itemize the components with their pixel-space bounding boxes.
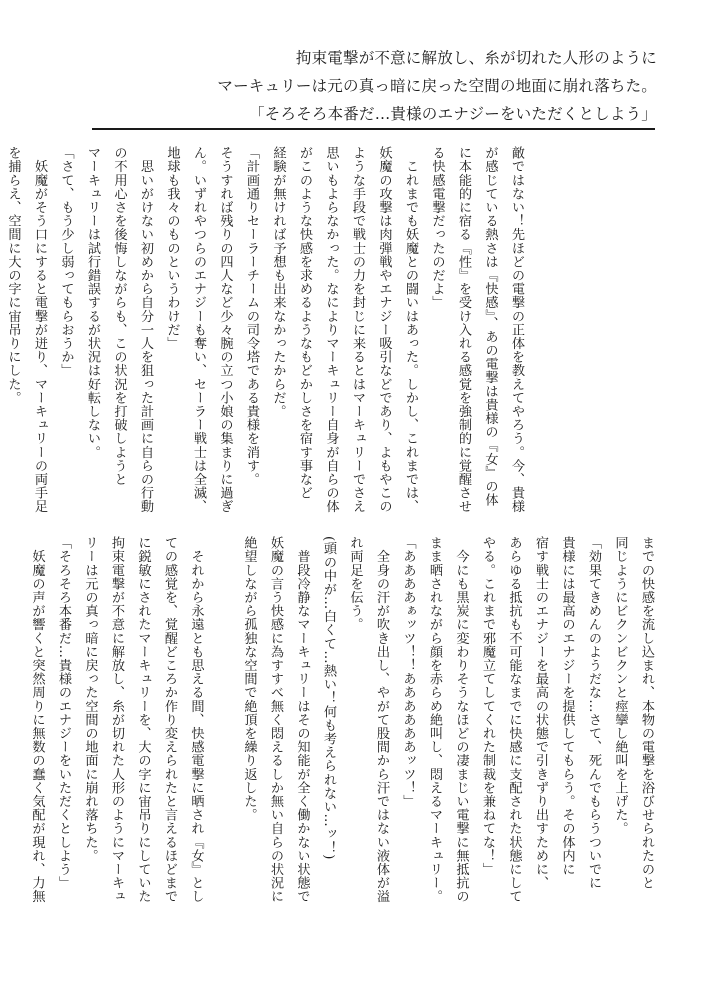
text-line: 妖魔の声が響くと突然周りに無数の蠢く気配が現れ、力無: [29, 536, 45, 904]
text-line: ての感覚を、覚醒どころか作り変えられたと言えるほどまで: [162, 536, 177, 904]
text-line: を捕らえ、空間に大の字に宙吊りにした。: [5, 146, 21, 405]
header-line-2: マーキュリーは元の真っ暗に戻った空間の地面に崩れ落ちた。: [217, 77, 657, 95]
text-line: までの快感を流し込まれ、本物の電撃を浴びせられたのと: [639, 536, 654, 890]
text-line: がこのような快感を求めるようなもどかしさを宿す事など: [297, 146, 312, 500]
text-line: ん。いずれやつらのエナジーも奪い、セーラー戦士は全滅、: [191, 146, 206, 514]
text-line: 貴様には最高のエナジーを提供してもらう。その体内に: [559, 536, 575, 876]
text-line: に鋭敏にされたマーキュリーを、大の字に宙吊りにしていた: [135, 536, 151, 904]
text-line: 「そろそろ本番だ…貴様のエナジーをいただくとしよう」: [56, 536, 71, 890]
text-line: それから永遠とも思える間、快感電撃に晒され『女』とし: [188, 536, 204, 904]
text-line: 「さて、もう少し弱ってもらおうか」: [58, 146, 74, 378]
text-line: 「効果てきめんのようだな…さて、死んでもらうついでに: [586, 536, 601, 890]
header-line-1: 拘束電撃が不意に解放し、糸が切れた人形のように: [295, 49, 657, 67]
text-line: 妖魔の攻撃は肉弾戦やエナジー吸引などであり、よもやこの: [376, 146, 392, 514]
text-line: 普段冷静なマーキュリーはその知能が全く働かない状態で: [294, 536, 310, 904]
text-line: 敵ではない！先ほどの電撃の正体を教えてやろう。今、貴様: [509, 146, 524, 514]
text-line: 地球も我々のものというわけだ」: [164, 146, 180, 350]
text-line: まま晒されながら顔を赤らめ絶叫し、悶えるマーキュリー。: [427, 536, 442, 904]
text-line: ような手段で戦士の力を封じに来るとはマーキュリーでさえ: [350, 146, 365, 514]
lower-text-column: [29, 536, 659, 936]
upper-text-column: [5, 146, 529, 516]
text-line: 「ああああぁッツ！！ああああああッツ！」: [400, 536, 416, 808]
text-line: 宿す戦士のエナジーを最高の状態で引きずり出すために、: [533, 536, 548, 890]
text-line: る快感電撃だったのだよ」: [429, 146, 445, 310]
text-line: あらゆる抵抗も不可能なまでに快感に支配された状態にして: [506, 536, 522, 904]
text-line: れ両足を伝う。: [347, 536, 363, 632]
text-line: [209, 536, 236, 936]
text-line: (頭の中が…白くて…熱い！何も考えられない…ッ！): [321, 536, 336, 860]
text-line: やる。これまで邪魔立てしてくれた制裁を兼ねてな！」: [480, 536, 495, 876]
header-line-3: 「そろそろ本番だ…貴様のエナジーをいただくとしよう」: [249, 105, 657, 123]
text-line: リーは元の真っ暗に戻った空間の地面に崩れ落ちた。: [82, 536, 98, 863]
text-line: 思いがけない初めから自分一人を狙った計画に自らの行動: [138, 146, 153, 514]
text-line: そうすれば残りの四人など少々腕の立つ小娘の集まりに過ぎ: [217, 146, 233, 514]
text-line: 拘束電撃が不意に解放し、糸が切れた人形のようにマーキュ: [109, 536, 124, 904]
text-line: 思いもよらなかった。なによりマーキュリー自身が自らの体: [323, 146, 339, 514]
text-line: の不用心さを後悔しながらも、この状況を打破しようと: [111, 146, 127, 486]
text-line: マーキュリーは試行錯誤するが状況は好転しない。: [85, 146, 100, 459]
text-line: 絶望しながら孤独な空間で絶頂を繰り返した。: [241, 536, 257, 822]
header-summary: [37, 44, 657, 128]
text-line: 全身の汗が吹き出し、やがて股間から汗ではない液体が溢: [374, 536, 389, 904]
text-line: 同じようにビクンビクンと痙攣し絶叫を上げた。: [612, 536, 628, 836]
text-line: が感じている熱さは『快感』、あの電撃は貴様の『女』の体: [482, 146, 498, 507]
text-line: 経験が無ければ予想も出来なかったからだ。: [270, 146, 286, 418]
header-divider: [92, 128, 655, 130]
text-line: 妖魔がそう口にすると電撃が迸り、マーキュリーの両手足: [32, 146, 47, 514]
text-line: 今にも黒炭に変わりそうなほどの凄まじい電撃に無抵抗の: [453, 536, 469, 904]
text-line: 妖魔の言う快感に為すすべ無く悶えるしか無い自らの状況に: [268, 536, 283, 904]
text-line: に本能的に宿る『性』を受け入れる感覚を強制的に覚醒させ: [456, 146, 471, 514]
text-line: これまでも妖魔との闘いはあった。しかし、これまでは、: [403, 146, 418, 514]
text-line: 「計画通りセーラーチームの司令塔である貴様を消す。: [244, 146, 259, 486]
